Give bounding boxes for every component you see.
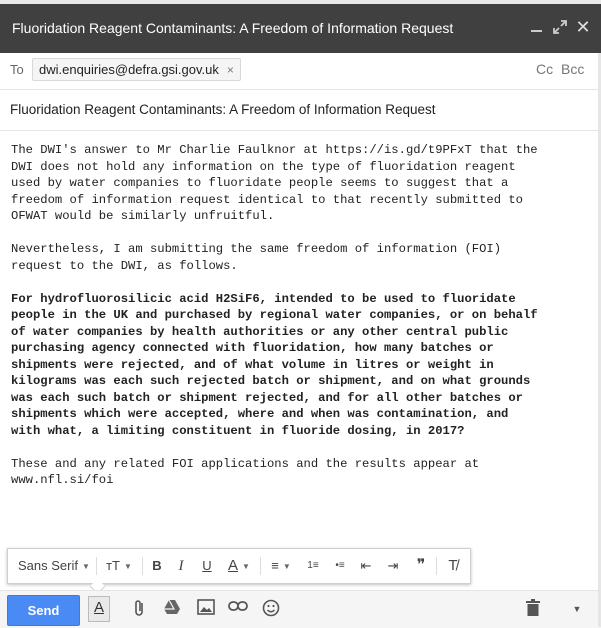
recipient-address: dwi.enquiries@defra.gsi.gov.uk bbox=[39, 62, 219, 77]
expand-icon[interactable] bbox=[550, 16, 570, 38]
body-paragraph-2: Nevertheless, I am submitting the same freedom of information (FOI) request to the DWI, as follows. bbox=[11, 242, 502, 273]
formatting-toggle-button[interactable]: A bbox=[88, 596, 110, 622]
recipient-chip[interactable] bbox=[32, 58, 241, 81]
text-color-button[interactable]: A ▼ bbox=[228, 557, 250, 574]
body-paragraph-4: These and any related FOI applications and the results appear at www.nfl.si/foi bbox=[11, 456, 480, 487]
compose-bottom-bar bbox=[0, 590, 601, 628]
link-icon[interactable] bbox=[227, 599, 249, 619]
compose-titlebar[interactable] bbox=[0, 4, 601, 53]
formatting-toolbar bbox=[7, 548, 471, 584]
photo-icon[interactable] bbox=[195, 599, 217, 619]
close-icon[interactable]: ✕ bbox=[575, 17, 591, 37]
paperclip-icon[interactable] bbox=[129, 599, 151, 619]
bold-button[interactable]: B bbox=[152, 558, 162, 573]
send-button[interactable]: Send bbox=[7, 595, 80, 626]
bcc-link[interactable]: Bcc bbox=[561, 61, 585, 77]
emoji-icon[interactable] bbox=[260, 599, 282, 619]
trash-icon[interactable] bbox=[522, 599, 544, 619]
font-size-icon: тT bbox=[106, 558, 120, 573]
text-color-icon: A bbox=[228, 557, 239, 574]
remove-recipient-icon[interactable]: × bbox=[226, 63, 234, 77]
drive-icon[interactable] bbox=[161, 599, 183, 619]
recipients-row[interactable] bbox=[0, 53, 601, 90]
more-options-icon[interactable]: ▼ bbox=[572, 604, 582, 614]
font-family-label: Sans Serif bbox=[18, 558, 78, 573]
numbered-list-icon[interactable]: 1≡ bbox=[307, 560, 319, 571]
to-label: To bbox=[10, 62, 24, 77]
underline-button[interactable]: U bbox=[202, 558, 212, 573]
align-icon: ≡ bbox=[271, 558, 279, 573]
subject-field[interactable]: Fluoridation Reagent Contaminants: A Freedom of Information Request bbox=[10, 102, 436, 117]
compose-title: Fluoridation Reagent Contaminants: A Freedom of Information Request bbox=[12, 20, 454, 36]
body-paragraph-3: For hydrofluorosilicic acid H2SiF6, intended to be used to fluoridate people in the UK and purchased by regional water companies, or on behalf of water companies by health authorities or any other central public purchasing agency connected with fluoridation, how many batches or shipments were rejected, and of what volume in litres or weight in kilograms was each such rejected batch or shipment, and on what grounds was each such batch or shipment rejected, and for all other batches or shipments which were accepted, where and when was contamination, and with what, a limiting constituent in fluoride dosing, in 2017? bbox=[11, 291, 538, 438]
bulleted-list-icon[interactable]: •≡ bbox=[335, 560, 345, 571]
quote-icon[interactable]: ❞ bbox=[416, 557, 426, 574]
align-button[interactable]: ≡ ▼ bbox=[271, 558, 291, 573]
font-size-select[interactable]: тT ▼ bbox=[106, 558, 132, 573]
font-family-select[interactable]: Sans Serif ▼ bbox=[18, 558, 90, 573]
message-body[interactable] bbox=[11, 142, 596, 489]
body-paragraph-1: The DWI's answer to Mr Charlie Faulknor at https://is.gd/t9PFxT that the DWI does not hold any information on the type of fluoridation reagent used by water companies to fluoridate people seems to suggest that a freedom of information request identical to that recently submitted to OFWAT would be similarly unfruitful. bbox=[11, 143, 538, 223]
italic-button[interactable]: I bbox=[178, 558, 184, 574]
subject-row[interactable] bbox=[0, 90, 601, 131]
indent-more-icon[interactable]: ⇥ bbox=[387, 558, 399, 573]
minimize-icon[interactable] bbox=[526, 16, 546, 38]
clear-formatting-icon[interactable]: T̸ bbox=[448, 557, 458, 574]
cc-link[interactable]: Cc bbox=[536, 61, 554, 77]
indent-less-icon[interactable]: ⇤ bbox=[360, 558, 372, 573]
